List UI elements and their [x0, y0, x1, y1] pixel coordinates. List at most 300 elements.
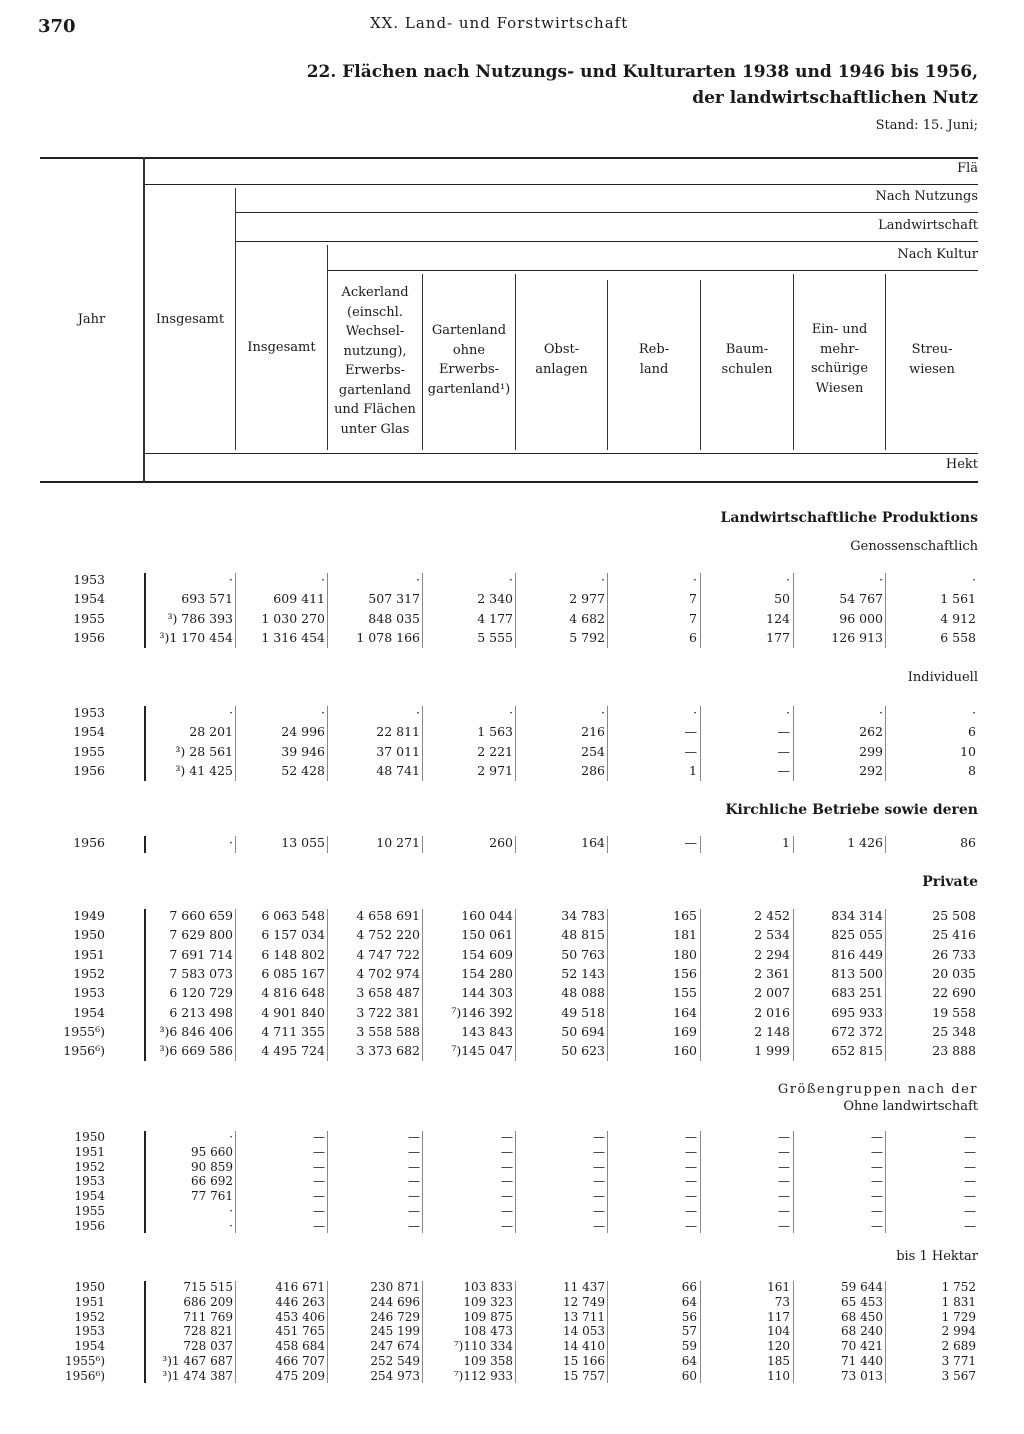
cell-landw-insgesamt: 475 209 — [275, 1368, 325, 1383]
cell-wiesen: 1 426 — [847, 835, 883, 850]
cell-landw-insgesamt: 6 085 167 — [261, 965, 325, 981]
cell-landw-insgesamt: 52 428 — [281, 762, 325, 778]
cell-landw-insgesamt: 6 148 802 — [261, 946, 325, 962]
cell-obstanlagen: 34 783 — [561, 908, 605, 923]
column-separator — [422, 836, 423, 853]
column-separator — [700, 573, 701, 648]
header-landwirtschaft: Landwirtschaft — [878, 218, 978, 233]
cell-baumschulen: — — [778, 1189, 790, 1204]
cell-landw-insgesamt: 451 765 — [275, 1324, 325, 1339]
cell-rebland: 156 — [673, 965, 697, 981]
cell-insgesamt: 6 120 729 — [169, 985, 233, 1001]
cell-ackerland: 848 035 — [368, 610, 420, 626]
column-separator — [327, 1281, 328, 1383]
cell-insgesamt: ³)1 467 687 — [162, 1354, 233, 1368]
cell-obstanlagen: · — [601, 705, 605, 720]
cell-insgesamt: · — [229, 1218, 233, 1233]
column-separator — [885, 909, 886, 1061]
column-separator — [515, 1131, 516, 1233]
cell-wiesen: 816 449 — [831, 946, 883, 962]
column-separator — [235, 573, 236, 648]
column-separator — [235, 836, 236, 853]
cell-baumschulen: 161 — [767, 1280, 790, 1294]
cell-landw-insgesamt: — — [313, 1218, 325, 1233]
header-nach-nutzungs: Nach Nutzungs — [875, 189, 978, 204]
rule-hekt — [145, 453, 978, 454]
column-separator — [607, 1281, 608, 1383]
cell-ackerland: — — [408, 1159, 420, 1174]
cell-wiesen: — — [871, 1159, 883, 1174]
column-separator — [422, 909, 423, 1061]
cell-rebland: · — [693, 705, 697, 720]
cell-obstanlagen: 48 088 — [561, 985, 605, 1001]
column-separator — [422, 1131, 423, 1233]
column-header: Insgesamt — [155, 312, 225, 327]
cell-gartenland: — — [501, 1174, 513, 1189]
cell-rebland: 164 — [673, 1004, 697, 1020]
row-year: 1954 — [73, 724, 105, 740]
cell-ackerland: · — [416, 572, 420, 587]
cell-streuwiesen: — — [964, 1218, 976, 1233]
cell-insgesamt: ³)1 170 454 — [159, 629, 233, 645]
cell-wiesen: 54 767 — [839, 591, 883, 607]
cell-baumschulen: 2 534 — [754, 927, 790, 943]
rule-flae — [145, 184, 978, 185]
column-separator — [793, 573, 794, 648]
cell-streuwiesen: 10 — [960, 743, 976, 759]
cell-wiesen: 68 240 — [841, 1324, 883, 1339]
cell-baumschulen: — — [778, 1130, 790, 1144]
cell-insgesamt: 77 761 — [191, 1189, 233, 1204]
cell-baumschulen: · — [786, 572, 790, 587]
cell-streuwiesen: 86 — [960, 835, 976, 850]
cell-ackerland: — — [408, 1218, 420, 1233]
cell-ackerland: 3 558 588 — [356, 1023, 420, 1039]
cell-wiesen: 70 421 — [841, 1339, 883, 1354]
cell-wiesen: — — [871, 1189, 883, 1204]
column-separator — [235, 1131, 236, 1233]
column-separator — [422, 1281, 423, 1383]
cell-rebland: — — [684, 835, 697, 850]
column-separator — [607, 1131, 608, 1233]
column-separator — [515, 909, 516, 1061]
cell-ackerland: 254 973 — [370, 1368, 420, 1383]
cell-landw-insgesamt: 6 157 034 — [261, 927, 325, 943]
cell-insgesamt: ³)6 846 406 — [159, 1023, 233, 1039]
cell-wiesen: 71 440 — [841, 1354, 883, 1368]
section-heading: Private — [922, 874, 978, 890]
cell-baumschulen: 2 361 — [754, 965, 790, 981]
column-separator — [327, 1131, 328, 1233]
cell-insgesamt: · — [229, 572, 233, 587]
cell-insgesamt: 693 571 — [181, 591, 233, 607]
cell-gartenland: 143 843 — [461, 1023, 513, 1039]
cell-gartenland: — — [501, 1159, 513, 1174]
cell-obstanlagen: 11 437 — [563, 1280, 605, 1294]
year-separator — [144, 1281, 146, 1383]
column-separator — [607, 909, 608, 1061]
cell-wiesen: · — [879, 572, 883, 587]
cell-wiesen: — — [871, 1218, 883, 1233]
section-heading: Landwirtschaftliche Produktions — [720, 510, 978, 526]
cell-gartenland: 2 340 — [477, 591, 513, 607]
cell-gartenland: 109 323 — [463, 1294, 513, 1309]
column-header: Ackerland (einschl. Wechsel- nutzung), Erwerbs- gartenland und Flächen unter Glas — [334, 285, 416, 437]
cell-ackerland: 48 741 — [376, 762, 420, 778]
row-year: 1955⁶) — [63, 1023, 105, 1039]
row-year: 1953 — [74, 1174, 105, 1189]
cell-rebland: 64 — [681, 1294, 697, 1309]
rule-landwirtschaft — [236, 241, 978, 242]
cell-insgesamt: ³)1 474 387 — [162, 1368, 233, 1383]
cell-streuwiesen: 1 561 — [940, 591, 976, 607]
cell-obstanlagen: 254 — [581, 743, 605, 759]
cell-obstanlagen: 49 518 — [561, 1004, 605, 1020]
cell-streuwiesen: 22 690 — [932, 985, 976, 1001]
cell-obstanlagen: — — [593, 1130, 605, 1144]
cell-streuwiesen: — — [964, 1174, 976, 1189]
cell-streuwiesen: 2 994 — [941, 1324, 976, 1339]
cell-landw-insgesamt: · — [321, 705, 325, 720]
row-year: 1955⁶) — [64, 1354, 105, 1368]
cell-rebland: 57 — [681, 1324, 697, 1339]
cell-obstanlagen: — — [593, 1159, 605, 1174]
table-subtitle: der landwirtschaftlichen Nutz — [692, 88, 978, 108]
cell-insgesamt: · — [229, 1204, 233, 1218]
column-separator — [885, 1131, 886, 1233]
cell-rebland: — — [685, 1174, 697, 1189]
cell-landw-insgesamt: 4 901 840 — [261, 1004, 325, 1020]
cell-rebland: 165 — [673, 908, 697, 923]
header-flae: Flä — [957, 161, 978, 176]
cell-rebland: — — [685, 1159, 697, 1174]
section-heading: Ohne landwirtschaft — [843, 1099, 978, 1114]
cell-baumschulen: 2 148 — [754, 1023, 790, 1039]
cell-gartenland: 109 358 — [463, 1354, 513, 1368]
cell-gartenland: ⁷)110 334 — [453, 1339, 513, 1354]
cell-gartenland: 103 833 — [463, 1280, 513, 1294]
cell-obstanlagen: 12 749 — [563, 1294, 605, 1309]
column-separator — [700, 909, 701, 1061]
cell-ackerland: 4 658 691 — [356, 908, 420, 923]
cell-baumschulen: 73 — [774, 1294, 790, 1309]
cell-wiesen: 59 644 — [841, 1280, 883, 1294]
cell-streuwiesen: 4 912 — [940, 610, 976, 626]
cell-insgesamt: 7 583 073 — [169, 965, 233, 981]
cell-streuwiesen: 1 831 — [941, 1294, 976, 1309]
cell-ackerland: 37 011 — [376, 743, 420, 759]
cell-landw-insgesamt: 458 684 — [275, 1339, 325, 1354]
cell-obstanlagen: 13 711 — [563, 1309, 605, 1324]
column-separator — [235, 706, 236, 781]
cell-wiesen: 683 251 — [831, 985, 883, 1001]
row-year: 1950 — [74, 1280, 105, 1294]
cell-landw-insgesamt: 4 711 355 — [261, 1023, 325, 1039]
cell-insgesamt: · — [229, 1130, 233, 1144]
cell-landw-insgesamt: 1 030 270 — [261, 610, 325, 626]
cell-ackerland: 4 702 974 — [356, 965, 420, 981]
cell-streuwiesen: 1 729 — [941, 1309, 976, 1324]
column-separator — [793, 1131, 794, 1233]
year-separator — [144, 706, 146, 781]
cell-obstanlagen: — — [593, 1189, 605, 1204]
column-header: Streu- wiesen — [909, 342, 955, 377]
cell-ackerland: — — [408, 1174, 420, 1189]
cell-gartenland: 1 563 — [477, 724, 513, 740]
column-separator — [793, 706, 794, 781]
cell-obstanlagen: 286 — [581, 762, 605, 778]
column-separator — [793, 909, 794, 1061]
cell-wiesen: 834 314 — [831, 908, 883, 923]
row-year: 1953 — [74, 1324, 105, 1339]
cell-ackerland: · — [416, 705, 420, 720]
header-bottom-rule — [40, 481, 978, 483]
col-divider — [235, 188, 236, 450]
column-separator — [700, 836, 701, 853]
column-header: Baum- schulen — [721, 342, 773, 377]
cell-obstanlagen: 15 757 — [563, 1368, 605, 1383]
cell-rebland: — — [685, 1204, 697, 1218]
cell-ackerland: — — [408, 1204, 420, 1218]
cell-wiesen: 73 013 — [841, 1368, 883, 1383]
cell-ackerland: 1 078 166 — [356, 629, 420, 645]
year-separator — [144, 836, 146, 853]
cell-gartenland: 150 061 — [461, 927, 513, 943]
cell-landw-insgesamt: 4 816 648 — [261, 985, 325, 1001]
cell-baumschulen: — — [778, 1174, 790, 1189]
cell-gartenland: 108 473 — [463, 1324, 513, 1339]
cell-obstanlagen: 4 682 — [569, 610, 605, 626]
cell-baumschulen: 2 452 — [754, 908, 790, 923]
cell-gartenland: — — [501, 1218, 513, 1233]
column-separator — [327, 573, 328, 648]
column-separator — [515, 836, 516, 853]
column-separator — [793, 1281, 794, 1383]
year-separator — [144, 573, 146, 648]
column-separator — [700, 1281, 701, 1383]
column-separator — [607, 573, 608, 648]
cell-rebland: — — [685, 1218, 697, 1233]
cell-obstanlagen: — — [593, 1174, 605, 1189]
cell-baumschulen: 120 — [767, 1339, 790, 1354]
cell-rebland: 6 — [689, 629, 697, 645]
cell-baumschulen: 1 999 — [754, 1043, 790, 1059]
column-separator — [422, 706, 423, 781]
column-separator — [607, 836, 608, 853]
cell-landw-insgesamt: 446 263 — [275, 1294, 325, 1309]
year-separator — [144, 909, 146, 1061]
row-year: 1953 — [73, 985, 105, 1001]
cell-rebland: — — [685, 1189, 697, 1204]
row-year: 1952 — [74, 1159, 105, 1174]
cell-landw-insgesamt: 416 671 — [275, 1280, 325, 1294]
cell-insgesamt: 711 769 — [183, 1309, 233, 1324]
cell-baumschulen: — — [778, 1218, 790, 1233]
rule-nutzungs — [236, 212, 978, 213]
cell-rebland: 7 — [689, 591, 697, 607]
cell-obstanlagen: — — [593, 1218, 605, 1233]
column-separator — [885, 573, 886, 648]
column-separator — [793, 836, 794, 853]
cell-gartenland: ⁷)146 392 — [451, 1004, 513, 1020]
cell-wiesen: 262 — [859, 724, 883, 740]
column-separator — [515, 573, 516, 648]
cell-ackerland: — — [408, 1144, 420, 1159]
cell-baumschulen: 110 — [767, 1368, 790, 1383]
column-header: Obst- anlagen — [535, 342, 588, 377]
cell-ackerland: 3 722 381 — [356, 1004, 420, 1020]
row-year: 1956 — [74, 1218, 105, 1233]
header-nach-kultur: Nach Kultur — [897, 247, 978, 262]
cell-wiesen: 299 — [859, 743, 883, 759]
cell-wiesen: 65 453 — [841, 1294, 883, 1309]
header-top-rule — [40, 157, 978, 159]
cell-streuwiesen: · — [972, 572, 976, 587]
cell-insgesamt: ³) 28 561 — [175, 743, 233, 759]
cell-insgesamt: · — [229, 705, 233, 720]
row-year: 1955 — [73, 743, 105, 759]
cell-insgesamt: ³) 786 393 — [167, 610, 233, 626]
cell-rebland: 181 — [673, 927, 697, 943]
column-separator — [327, 706, 328, 781]
cell-baumschulen: — — [777, 762, 790, 778]
row-year: 1955 — [73, 610, 105, 626]
row-year: 1951 — [73, 946, 105, 962]
cell-baumschulen: — — [777, 743, 790, 759]
cell-landw-insgesamt: 24 996 — [281, 724, 325, 740]
cell-wiesen: 813 500 — [831, 965, 883, 981]
cell-landw-insgesamt: 1 316 454 — [261, 629, 325, 645]
cell-insgesamt: 715 515 — [183, 1280, 233, 1294]
cell-baumschulen: 50 — [774, 591, 790, 607]
cell-ackerland: 246 729 — [370, 1309, 420, 1324]
row-year: 1955 — [74, 1204, 105, 1218]
cell-landw-insgesamt: — — [313, 1204, 325, 1218]
column-separator — [607, 706, 608, 781]
cell-obstanlagen: 52 143 — [561, 965, 605, 981]
cell-ackerland: 244 696 — [370, 1294, 420, 1309]
column-header: Reb- land — [638, 342, 670, 377]
cell-baumschulen: 2 016 — [754, 1004, 790, 1020]
section-heading: Individuell — [907, 670, 978, 685]
stand-note: Stand: 15. Juni; — [875, 118, 978, 133]
cell-obstanlagen: · — [601, 572, 605, 587]
row-year: 1954 — [73, 591, 105, 607]
cell-gartenland: 154 280 — [461, 965, 513, 981]
cell-rebland: 64 — [681, 1354, 697, 1368]
column-separator — [422, 573, 423, 648]
cell-insgesamt: ³) 41 425 — [175, 762, 233, 778]
cell-ackerland: 230 871 — [370, 1280, 420, 1294]
row-year: 1949 — [73, 908, 105, 923]
cell-landw-insgesamt: — — [313, 1130, 325, 1144]
section-heading: bis 1 Hektar — [896, 1249, 978, 1264]
cell-streuwiesen: 19 558 — [932, 1004, 976, 1020]
cell-obstanlagen: 14 053 — [563, 1324, 605, 1339]
cell-gartenland: · — [509, 705, 513, 720]
column-header: Gartenland ohne Erwerbs- gartenland¹) — [427, 323, 511, 397]
cell-obstanlagen: 50 763 — [561, 946, 605, 962]
cell-ackerland: 22 811 — [376, 724, 420, 740]
row-year: 1950 — [74, 1130, 105, 1144]
cell-streuwiesen: 3 771 — [941, 1354, 976, 1368]
cell-ackerland: 4 747 722 — [356, 946, 420, 962]
cell-obstanlagen: 14 410 — [563, 1339, 605, 1354]
cell-rebland: 7 — [689, 610, 697, 626]
cell-gartenland: 154 609 — [461, 946, 513, 962]
cell-insgesamt: ³)6 669 586 — [159, 1043, 233, 1059]
cell-insgesamt: 90 859 — [191, 1159, 233, 1174]
row-year: 1952 — [74, 1309, 105, 1324]
cell-rebland: 160 — [673, 1043, 697, 1059]
rule-kultur — [328, 270, 978, 271]
section-heading: Kirchliche Betriebe sowie deren — [725, 802, 978, 818]
column-header: Ein- und mehr- schürige Wiesen — [810, 322, 869, 396]
cell-streuwiesen: 8 — [968, 762, 976, 778]
column-separator — [700, 1131, 701, 1233]
cell-rebland: 169 — [673, 1023, 697, 1039]
cell-ackerland: 10 271 — [376, 835, 420, 850]
cell-insgesamt: 6 213 498 — [169, 1004, 233, 1020]
cell-obstanlagen: — — [593, 1144, 605, 1159]
cell-wiesen: 695 933 — [831, 1004, 883, 1020]
row-year: 1952 — [73, 965, 105, 981]
cell-obstanlagen: 50 623 — [561, 1043, 605, 1059]
cell-streuwiesen: 23 888 — [932, 1043, 976, 1059]
cell-baumschulen: 185 — [767, 1354, 790, 1368]
cell-wiesen: 672 372 — [831, 1023, 883, 1039]
cell-wiesen: 825 055 — [831, 927, 883, 943]
row-year: 1956⁶) — [63, 1043, 105, 1059]
cell-rebland: 56 — [681, 1309, 697, 1324]
column-separator — [885, 706, 886, 781]
cell-landw-insgesamt: 466 707 — [275, 1354, 325, 1368]
cell-baumschulen: — — [778, 1159, 790, 1174]
cell-rebland: 1 — [689, 762, 697, 778]
cell-baumschulen: 2 294 — [754, 946, 790, 962]
column-separator — [515, 706, 516, 781]
column-separator — [700, 706, 701, 781]
cell-wiesen: 68 450 — [841, 1309, 883, 1324]
cell-landw-insgesamt: 39 946 — [281, 743, 325, 759]
cell-rebland: — — [685, 1144, 697, 1159]
cell-gartenland: 5 555 — [477, 629, 513, 645]
row-year: 1956 — [73, 629, 105, 645]
cell-streuwiesen: — — [964, 1144, 976, 1159]
cell-wiesen: 292 — [859, 762, 883, 778]
cell-streuwiesen: — — [964, 1189, 976, 1204]
cell-insgesamt: 728 821 — [183, 1324, 233, 1339]
cell-obstanlagen: 2 977 — [569, 591, 605, 607]
cell-streuwiesen: 6 — [968, 724, 976, 740]
cell-landw-insgesamt: 13 055 — [281, 835, 325, 850]
cell-insgesamt: 7 660 659 — [169, 908, 233, 923]
cell-gartenland: 4 177 — [477, 610, 513, 626]
column-separator — [885, 836, 886, 853]
row-year: 1951 — [74, 1294, 105, 1309]
cell-ackerland: — — [408, 1130, 420, 1144]
cell-insgesamt: 728 037 — [183, 1339, 233, 1354]
cell-gartenland: — — [501, 1130, 513, 1144]
cell-rebland: 59 — [681, 1339, 697, 1354]
cell-landw-insgesamt: — — [313, 1189, 325, 1204]
cell-gartenland: 160 044 — [461, 908, 513, 923]
cell-rebland: — — [684, 724, 697, 740]
section-heading: Genossenschaftlich — [850, 539, 978, 554]
column-separator — [235, 909, 236, 1061]
cell-gartenland: 2 971 — [477, 762, 513, 778]
cell-gartenland: — — [501, 1144, 513, 1159]
